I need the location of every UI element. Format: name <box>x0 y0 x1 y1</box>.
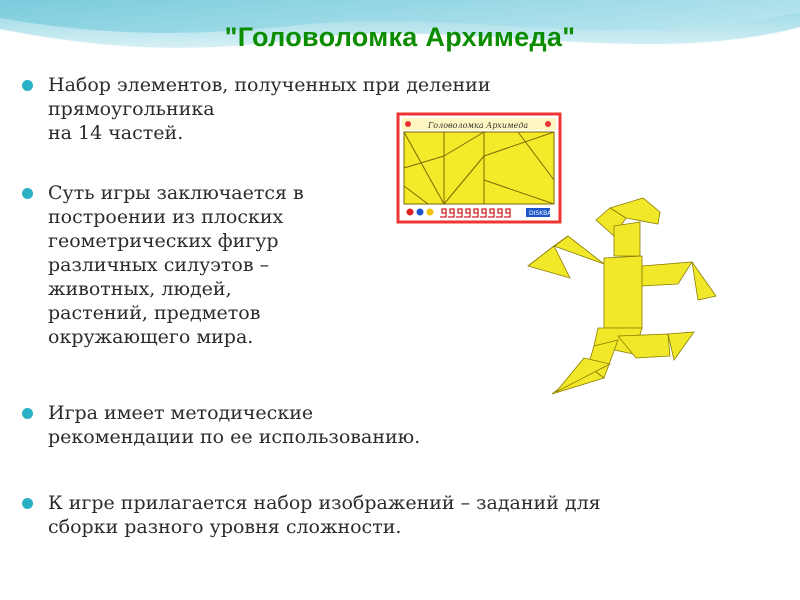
box-brand-text: DISKBA <box>529 210 552 217</box>
bullet-line: на 14 частей. <box>48 122 184 144</box>
bullet-line: растений, предметов <box>48 302 261 324</box>
bullet-line: сборки разного уровня сложности. <box>48 516 402 538</box>
bullet-line: окружающего мира. <box>48 326 254 348</box>
bullet-dot-icon <box>22 188 33 199</box>
bullet-line: Игра имеет методические <box>48 402 314 424</box>
slide-title: "Головоломка Архимеда" <box>224 22 576 52</box>
bullet-line: прямоугольника <box>48 98 215 120</box>
bullet-line: рекомендации по ее использованию. <box>48 426 421 448</box>
bullet-line: геометрических фигур <box>48 230 279 252</box>
bullet-line: животных, людей, <box>48 278 232 300</box>
bullet-line: Набор элементов, полученных при делении <box>48 74 491 96</box>
bullet-line: Суть игры заключается в <box>48 182 304 204</box>
bullet-dot-icon <box>22 498 33 509</box>
puzzle-illustration <box>378 96 738 416</box>
bullet-line: построении из плоских <box>48 206 284 228</box>
puzzle-box-image <box>398 114 560 222</box>
assembled-figure-image <box>528 198 716 394</box>
box-title-text: Головоломка Архимеда <box>428 121 529 130</box>
bullet-line: К игре прилагается набор изображений – заданий для <box>48 492 601 514</box>
bullet-line: различных силуэтов – <box>48 254 270 276</box>
bullet-dot-icon <box>22 408 33 419</box>
